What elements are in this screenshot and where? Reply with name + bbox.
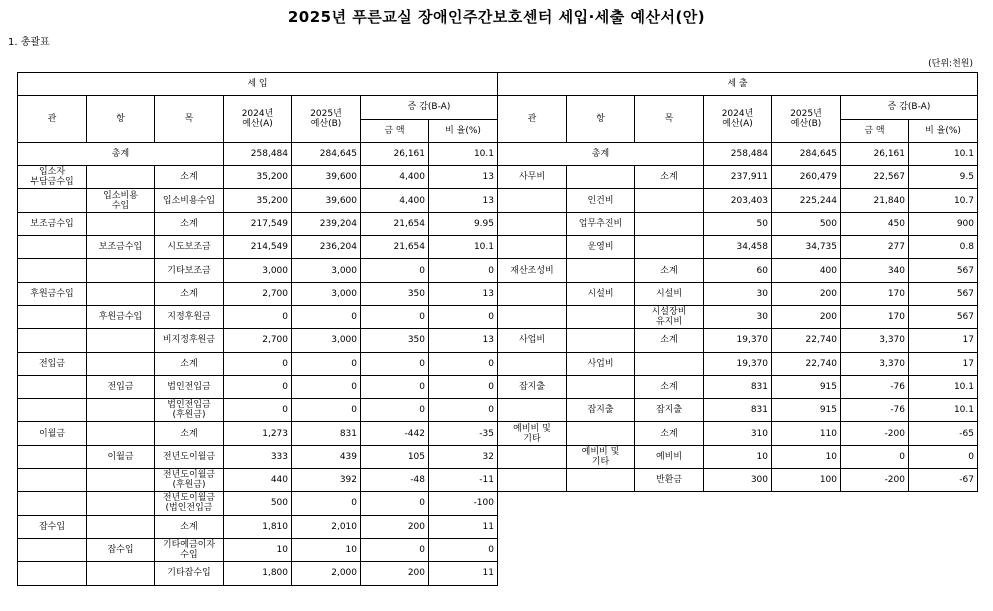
expense-cell-diff-ratio: -67 bbox=[909, 469, 978, 492]
income-cell-hang bbox=[87, 492, 155, 515]
income-cell-diff-ratio: 11 bbox=[429, 515, 498, 538]
expense-header-mok: 목 bbox=[635, 96, 704, 143]
income-table-row bbox=[18, 212, 498, 235]
expense-header-ratio: 비 율(%) bbox=[909, 119, 978, 142]
expense-cell-gwan bbox=[498, 445, 567, 468]
expense-header-hang: 항 bbox=[567, 96, 635, 143]
income-cell-hang: 잡수입 bbox=[87, 538, 155, 561]
income-cell-diff-ratio: 13 bbox=[429, 329, 498, 352]
expense-cell-diff-ratio: 10.1 bbox=[909, 399, 978, 422]
income-cell-mok: 소계 bbox=[155, 352, 224, 375]
expense-cell-diff-amount: 0 bbox=[841, 445, 909, 468]
income-cell-budget-2024: 2,700 bbox=[224, 329, 292, 352]
expense-cell-budget-2025: 200 bbox=[772, 305, 841, 328]
income-cell-budget-2024: 0 bbox=[224, 352, 292, 375]
income-cell-diff-amount: 0 bbox=[361, 352, 429, 375]
expense-header-gwan: 관 bbox=[498, 96, 567, 143]
income-cell-diff-ratio: -11 bbox=[429, 469, 498, 492]
income-cell-diff-amount: 4,400 bbox=[361, 166, 429, 189]
income-cell-budget-2025: 10 bbox=[292, 538, 361, 561]
income-header-2025: 2025년 예산(B) bbox=[292, 96, 361, 143]
income-cell-budget-2025: 3,000 bbox=[292, 259, 361, 282]
expense-cell-mok: 시설비 bbox=[635, 282, 704, 305]
expense-cell-budget-2025: 284,645 bbox=[772, 142, 841, 165]
expense-cell-budget-2024: 50 bbox=[704, 212, 772, 235]
expense-table-row bbox=[498, 469, 978, 492]
income-table-row bbox=[18, 375, 498, 398]
income-cell-gwan bbox=[18, 538, 87, 561]
income-cell-budget-2024: 35,200 bbox=[224, 166, 292, 189]
expense-table-row bbox=[498, 236, 978, 259]
expense-cell-hang bbox=[567, 259, 635, 282]
expense-cell-diff-amount: 3,370 bbox=[841, 329, 909, 352]
income-cell-gwan bbox=[18, 329, 87, 352]
expense-cell-diff-amount: 26,161 bbox=[841, 142, 909, 165]
expense-table-row bbox=[498, 259, 978, 282]
income-cell-diff-ratio: 0 bbox=[429, 352, 498, 375]
expense-cell-diff-ratio: 10.1 bbox=[909, 142, 978, 165]
income-cell-diff-ratio: 0 bbox=[429, 399, 498, 422]
expense-cell-mok bbox=[635, 212, 704, 235]
expense-table-row bbox=[498, 422, 978, 445]
expense-table-row bbox=[498, 329, 978, 352]
expense-cell-diff-amount: 21,840 bbox=[841, 189, 909, 212]
income-cell-mok: 기타잡수입 bbox=[155, 562, 224, 585]
income-table-row bbox=[18, 352, 498, 375]
expense-cell-budget-2025: 260,479 bbox=[772, 166, 841, 189]
income-cell-mok: 소계 bbox=[155, 166, 224, 189]
income-cell-diff-ratio: 10.1 bbox=[429, 236, 498, 259]
expense-cell-hang: 업무추진비 bbox=[567, 212, 635, 235]
income-cell-diff-ratio: 13 bbox=[429, 166, 498, 189]
income-table-row bbox=[18, 422, 498, 445]
income-cell-budget-2024: 214,549 bbox=[224, 236, 292, 259]
expense-cell-gwan bbox=[498, 282, 567, 305]
expense-header-2025: 2025년 예산(B) bbox=[772, 96, 841, 143]
income-table-row bbox=[18, 259, 498, 282]
expense-cell-mok: 반환금 bbox=[635, 469, 704, 492]
expense-cell-budget-2025: 915 bbox=[772, 399, 841, 422]
expense-header-amount: 금 액 bbox=[841, 119, 909, 142]
income-cell-gwan bbox=[18, 189, 87, 212]
income-table-row bbox=[18, 142, 498, 165]
expense-cell-diff-ratio: 17 bbox=[909, 329, 978, 352]
income-cell-budget-2024: 0 bbox=[224, 305, 292, 328]
income-cell-budget-2025: 831 bbox=[292, 422, 361, 445]
expense-cell-hang bbox=[567, 469, 635, 492]
expense-cell-diff-amount: 277 bbox=[841, 236, 909, 259]
income-cell-gwan bbox=[18, 445, 87, 468]
income-cell-mok: 소계 bbox=[155, 515, 224, 538]
expense-cell-hang bbox=[567, 422, 635, 445]
expense-cell-gwan: 사무비 bbox=[498, 166, 567, 189]
expense-cell-gwan bbox=[498, 399, 567, 422]
expense-table bbox=[497, 72, 978, 492]
income-cell-diff-ratio: 0 bbox=[429, 305, 498, 328]
section-heading: 1. 총괄표 bbox=[8, 37, 50, 48]
income-cell-gwan: 전입금 bbox=[18, 352, 87, 375]
income-header-ratio: 비 율(%) bbox=[429, 119, 498, 142]
expense-table-row bbox=[498, 166, 978, 189]
income-header-mok: 목 bbox=[155, 96, 224, 143]
expense-cell-budget-2024: 258,484 bbox=[704, 142, 772, 165]
expense-cell-mok: 시설장비 유지비 bbox=[635, 305, 704, 328]
income-cell-mok: 지정후원금 bbox=[155, 305, 224, 328]
page-title: 2025년 푸른교실 장애인주간보호센터 세입·세출 예산서(안) bbox=[287, 8, 706, 26]
income-cell-diff-ratio: 0 bbox=[429, 538, 498, 561]
income-cell-hang bbox=[87, 399, 155, 422]
income-cell-budget-2025: 3,000 bbox=[292, 282, 361, 305]
expense-cell-budget-2024: 19,370 bbox=[704, 352, 772, 375]
income-cell-gwan: 보조금수입 bbox=[18, 212, 87, 235]
expense-cell-diff-ratio: 0 bbox=[909, 445, 978, 468]
expense-cell-hang bbox=[567, 329, 635, 352]
expense-cell-hang: 운영비 bbox=[567, 236, 635, 259]
expense-header-diff: 증 감(B-A) bbox=[841, 96, 978, 119]
income-cell-mok: 소계 bbox=[155, 282, 224, 305]
income-cell-gwan: 이월금 bbox=[18, 422, 87, 445]
income-cell-hang: 이월금 bbox=[87, 445, 155, 468]
expense-cell-mok bbox=[635, 352, 704, 375]
expense-cell-diff-amount: 340 bbox=[841, 259, 909, 282]
expense-section-header: 세 출 bbox=[498, 73, 978, 96]
income-cell-budget-2024: 10 bbox=[224, 538, 292, 561]
income-cell-hang bbox=[87, 212, 155, 235]
income-cell-budget-2025: 439 bbox=[292, 445, 361, 468]
income-cell-diff-amount: 200 bbox=[361, 515, 429, 538]
income-cell-diff-amount: 21,654 bbox=[361, 212, 429, 235]
income-cell-budget-2025: 39,600 bbox=[292, 189, 361, 212]
expense-cell-budget-2025: 110 bbox=[772, 422, 841, 445]
expense-cell-diff-ratio: 567 bbox=[909, 259, 978, 282]
income-cell-diff-ratio: 0 bbox=[429, 375, 498, 398]
income-cell-budget-2024: 333 bbox=[224, 445, 292, 468]
expense-cell-budget-2025: 200 bbox=[772, 282, 841, 305]
income-cell-budget-2025: 2,010 bbox=[292, 515, 361, 538]
income-cell-diff-ratio: 10.1 bbox=[429, 142, 498, 165]
income-cell-hang bbox=[87, 329, 155, 352]
expense-cell-diff-ratio: 0.8 bbox=[909, 236, 978, 259]
income-cell-diff-amount: 105 bbox=[361, 445, 429, 468]
expense-cell-diff-ratio: 567 bbox=[909, 305, 978, 328]
expense-cell-budget-2025: 225,244 bbox=[772, 189, 841, 212]
income-cell-diff-amount: 0 bbox=[361, 399, 429, 422]
income-cell-gwan bbox=[18, 399, 87, 422]
expense-cell-budget-2024: 831 bbox=[704, 375, 772, 398]
expense-cell-budget-2024: 10 bbox=[704, 445, 772, 468]
income-cell-gwan bbox=[18, 469, 87, 492]
income-table-row bbox=[18, 189, 498, 212]
income-table-row bbox=[18, 469, 498, 492]
income-cell-gwan bbox=[18, 375, 87, 398]
income-cell-budget-2024: 0 bbox=[224, 399, 292, 422]
income-cell-gwan: 입소자 부담금수입 bbox=[18, 166, 87, 189]
income-cell-budget-2025: 0 bbox=[292, 492, 361, 515]
expense-cell-diff-ratio: 10.7 bbox=[909, 189, 978, 212]
expense-cell-mok: 소계 bbox=[635, 329, 704, 352]
expense-cell-budget-2024: 60 bbox=[704, 259, 772, 282]
income-header-amount: 금 액 bbox=[361, 119, 429, 142]
expense-cell-budget-2024: 831 bbox=[704, 399, 772, 422]
income-cell-gwan: 후원금수입 bbox=[18, 282, 87, 305]
income-cell-budget-2024: 0 bbox=[224, 375, 292, 398]
expense-cell-diff-ratio: 9.5 bbox=[909, 166, 978, 189]
income-cell-hang bbox=[87, 469, 155, 492]
income-cell-budget-2024: 1,800 bbox=[224, 562, 292, 585]
income-cell-hang bbox=[87, 422, 155, 445]
income-cell-diff-ratio: 32 bbox=[429, 445, 498, 468]
expense-cell-diff-amount: 3,370 bbox=[841, 352, 909, 375]
income-cell-budget-2025: 39,600 bbox=[292, 166, 361, 189]
expense-cell-diff-amount: -200 bbox=[841, 469, 909, 492]
income-cell-gwan bbox=[18, 236, 87, 259]
expense-cell-mok: 소계 bbox=[635, 422, 704, 445]
expense-cell-hang bbox=[567, 166, 635, 189]
expense-cell-budget-2024: 19,370 bbox=[704, 329, 772, 352]
expense-table-row bbox=[498, 445, 978, 468]
expense-cell-gwan: 잡지출 bbox=[498, 375, 567, 398]
income-cell-diff-ratio: 0 bbox=[429, 259, 498, 282]
income-cell-diff-amount: 0 bbox=[361, 492, 429, 515]
income-cell-diff-amount: 0 bbox=[361, 305, 429, 328]
income-cell-budget-2025: 0 bbox=[292, 352, 361, 375]
income-cell-hang bbox=[87, 166, 155, 189]
income-cell-mok: 입소비용수입 bbox=[155, 189, 224, 212]
income-header-diff: 증 감(B-A) bbox=[361, 96, 498, 119]
expense-cell-gwan: 예비비 및 기타 bbox=[498, 422, 567, 445]
income-table-row bbox=[18, 305, 498, 328]
expense-cell-mok bbox=[635, 236, 704, 259]
income-cell-budget-2025: 239,204 bbox=[292, 212, 361, 235]
income-table-row bbox=[18, 329, 498, 352]
income-cell-mok: 총계 bbox=[18, 142, 224, 165]
income-table-row bbox=[18, 166, 498, 189]
expense-cell-budget-2024: 310 bbox=[704, 422, 772, 445]
expense-cell-mok: 예비비 bbox=[635, 445, 704, 468]
income-cell-diff-ratio: 9.95 bbox=[429, 212, 498, 235]
expense-cell-hang: 사업비 bbox=[567, 352, 635, 375]
expense-cell-gwan: 재산조성비 bbox=[498, 259, 567, 282]
income-cell-budget-2024: 500 bbox=[224, 492, 292, 515]
income-cell-mok: 전년도이월금 bbox=[155, 445, 224, 468]
income-table bbox=[17, 72, 498, 586]
income-cell-budget-2025: 3,000 bbox=[292, 329, 361, 352]
income-cell-hang: 후원금수입 bbox=[87, 305, 155, 328]
expense-cell-mok: 잡지출 bbox=[635, 399, 704, 422]
expense-table-row bbox=[498, 142, 978, 165]
expense-cell-gwan bbox=[498, 236, 567, 259]
expense-cell-mok bbox=[635, 189, 704, 212]
expense-cell-budget-2024: 237,911 bbox=[704, 166, 772, 189]
expense-cell-hang: 시설비 bbox=[567, 282, 635, 305]
expense-cell-diff-amount: 170 bbox=[841, 305, 909, 328]
expense-cell-gwan bbox=[498, 305, 567, 328]
income-cell-diff-amount: 0 bbox=[361, 538, 429, 561]
expense-cell-diff-ratio: 567 bbox=[909, 282, 978, 305]
expense-cell-budget-2025: 34,735 bbox=[772, 236, 841, 259]
expense-cell-budget-2024: 30 bbox=[704, 282, 772, 305]
income-cell-mok: 법인전입금 (후원금) bbox=[155, 399, 224, 422]
income-cell-budget-2025: 0 bbox=[292, 375, 361, 398]
income-cell-budget-2024: 1,273 bbox=[224, 422, 292, 445]
expense-cell-mok: 소계 bbox=[635, 259, 704, 282]
expense-cell-budget-2025: 915 bbox=[772, 375, 841, 398]
expense-cell-budget-2025: 22,740 bbox=[772, 329, 841, 352]
expense-table-row bbox=[498, 352, 978, 375]
expense-cell-budget-2025: 22,740 bbox=[772, 352, 841, 375]
income-table-row bbox=[18, 515, 498, 538]
expense-cell-diff-amount: -200 bbox=[841, 422, 909, 445]
income-cell-mok: 시도보조금 bbox=[155, 236, 224, 259]
expense-cell-budget-2025: 500 bbox=[772, 212, 841, 235]
income-cell-diff-amount: 350 bbox=[361, 329, 429, 352]
expense-cell-hang: 인건비 bbox=[567, 189, 635, 212]
income-cell-budget-2025: 0 bbox=[292, 305, 361, 328]
income-table-row bbox=[18, 236, 498, 259]
income-table-row bbox=[18, 562, 498, 585]
unit-label: (단위:천원) bbox=[928, 59, 973, 69]
income-cell-hang: 입소비용 수입 bbox=[87, 189, 155, 212]
income-cell-diff-amount: 4,400 bbox=[361, 189, 429, 212]
income-cell-diff-amount: 200 bbox=[361, 562, 429, 585]
expense-table-row bbox=[498, 282, 978, 305]
expense-cell-diff-amount: 450 bbox=[841, 212, 909, 235]
expense-cell-budget-2025: 400 bbox=[772, 259, 841, 282]
income-cell-hang: 보조금수입 bbox=[87, 236, 155, 259]
income-table-row bbox=[18, 492, 498, 515]
income-cell-hang: 전입금 bbox=[87, 375, 155, 398]
income-cell-gwan bbox=[18, 305, 87, 328]
income-table-row bbox=[18, 445, 498, 468]
expense-cell-hang: 잡지출 bbox=[567, 399, 635, 422]
income-cell-mok: 비지정후원금 bbox=[155, 329, 224, 352]
expense-cell-mok: 총계 bbox=[498, 142, 704, 165]
expense-cell-budget-2024: 30 bbox=[704, 305, 772, 328]
income-cell-hang bbox=[87, 282, 155, 305]
income-cell-mok: 소계 bbox=[155, 212, 224, 235]
income-cell-diff-ratio: 13 bbox=[429, 282, 498, 305]
expense-cell-gwan bbox=[498, 189, 567, 212]
income-cell-diff-amount: 21,654 bbox=[361, 236, 429, 259]
expense-cell-mok: 소계 bbox=[635, 375, 704, 398]
income-cell-budget-2024: 217,549 bbox=[224, 212, 292, 235]
income-cell-diff-amount: 0 bbox=[361, 259, 429, 282]
income-cell-diff-amount: -48 bbox=[361, 469, 429, 492]
income-cell-hang bbox=[87, 259, 155, 282]
expense-table-row bbox=[498, 189, 978, 212]
income-table-row bbox=[18, 282, 498, 305]
income-cell-mok: 법인전입금 bbox=[155, 375, 224, 398]
income-cell-budget-2024: 2,700 bbox=[224, 282, 292, 305]
expense-cell-gwan: 사업비 bbox=[498, 329, 567, 352]
income-cell-budget-2025: 284,645 bbox=[292, 142, 361, 165]
expense-cell-diff-ratio: 10.1 bbox=[909, 375, 978, 398]
income-section-header: 세 입 bbox=[18, 73, 498, 96]
income-cell-diff-amount: -442 bbox=[361, 422, 429, 445]
income-header-2024: 2024년 예산(A) bbox=[224, 96, 292, 143]
expense-cell-hang bbox=[567, 375, 635, 398]
expense-cell-diff-amount: -76 bbox=[841, 399, 909, 422]
income-cell-diff-ratio: 13 bbox=[429, 189, 498, 212]
income-cell-budget-2025: 2,000 bbox=[292, 562, 361, 585]
income-table-row bbox=[18, 538, 498, 561]
income-cell-budget-2024: 1,810 bbox=[224, 515, 292, 538]
expense-cell-gwan bbox=[498, 469, 567, 492]
expense-cell-budget-2024: 300 bbox=[704, 469, 772, 492]
expense-cell-budget-2025: 100 bbox=[772, 469, 841, 492]
income-cell-mok: 소계 bbox=[155, 422, 224, 445]
expense-cell-diff-ratio: -65 bbox=[909, 422, 978, 445]
income-header-gwan: 관 bbox=[18, 96, 87, 143]
income-cell-gwan: 잡수입 bbox=[18, 515, 87, 538]
income-cell-budget-2024: 440 bbox=[224, 469, 292, 492]
expense-cell-gwan bbox=[498, 352, 567, 375]
expense-cell-mok: 소계 bbox=[635, 166, 704, 189]
income-cell-diff-amount: 0 bbox=[361, 375, 429, 398]
income-cell-hang bbox=[87, 352, 155, 375]
income-cell-budget-2024: 35,200 bbox=[224, 189, 292, 212]
expense-table-row bbox=[498, 399, 978, 422]
income-cell-diff-ratio: 11 bbox=[429, 562, 498, 585]
expense-cell-diff-ratio: 900 bbox=[909, 212, 978, 235]
income-cell-diff-amount: 26,161 bbox=[361, 142, 429, 165]
income-cell-gwan bbox=[18, 492, 87, 515]
income-cell-gwan bbox=[18, 259, 87, 282]
income-cell-budget-2024: 3,000 bbox=[224, 259, 292, 282]
income-table-row bbox=[18, 399, 498, 422]
expense-table-row bbox=[498, 375, 978, 398]
income-cell-mok: 기타예금이자 수입 bbox=[155, 538, 224, 561]
income-cell-budget-2025: 392 bbox=[292, 469, 361, 492]
expense-cell-diff-amount: 22,567 bbox=[841, 166, 909, 189]
income-cell-diff-ratio: -35 bbox=[429, 422, 498, 445]
income-cell-mok: 기타보조금 bbox=[155, 259, 224, 282]
income-header-hang: 항 bbox=[87, 96, 155, 143]
expense-cell-hang bbox=[567, 305, 635, 328]
expense-cell-gwan bbox=[498, 212, 567, 235]
expense-table-row bbox=[498, 212, 978, 235]
income-cell-budget-2025: 0 bbox=[292, 399, 361, 422]
expense-cell-budget-2024: 203,403 bbox=[704, 189, 772, 212]
income-cell-mok: 전년도이월금 (법인전입금 bbox=[155, 492, 224, 515]
expense-header-2024: 2024년 예산(A) bbox=[704, 96, 772, 143]
expense-cell-budget-2025: 10 bbox=[772, 445, 841, 468]
income-cell-hang bbox=[87, 562, 155, 585]
income-cell-diff-ratio: -100 bbox=[429, 492, 498, 515]
income-cell-mok: 전년도이월금 (후원금) bbox=[155, 469, 224, 492]
expense-cell-diff-amount: 170 bbox=[841, 282, 909, 305]
income-cell-budget-2024: 258,484 bbox=[224, 142, 292, 165]
expense-cell-diff-amount: -76 bbox=[841, 375, 909, 398]
income-cell-diff-amount: 350 bbox=[361, 282, 429, 305]
income-cell-hang bbox=[87, 515, 155, 538]
expense-cell-hang: 예비비 및 기타 bbox=[567, 445, 635, 468]
expense-cell-budget-2024: 34,458 bbox=[704, 236, 772, 259]
expense-table-row bbox=[498, 305, 978, 328]
income-cell-budget-2025: 236,204 bbox=[292, 236, 361, 259]
income-cell-gwan bbox=[18, 562, 87, 585]
expense-cell-diff-ratio: 17 bbox=[909, 352, 978, 375]
